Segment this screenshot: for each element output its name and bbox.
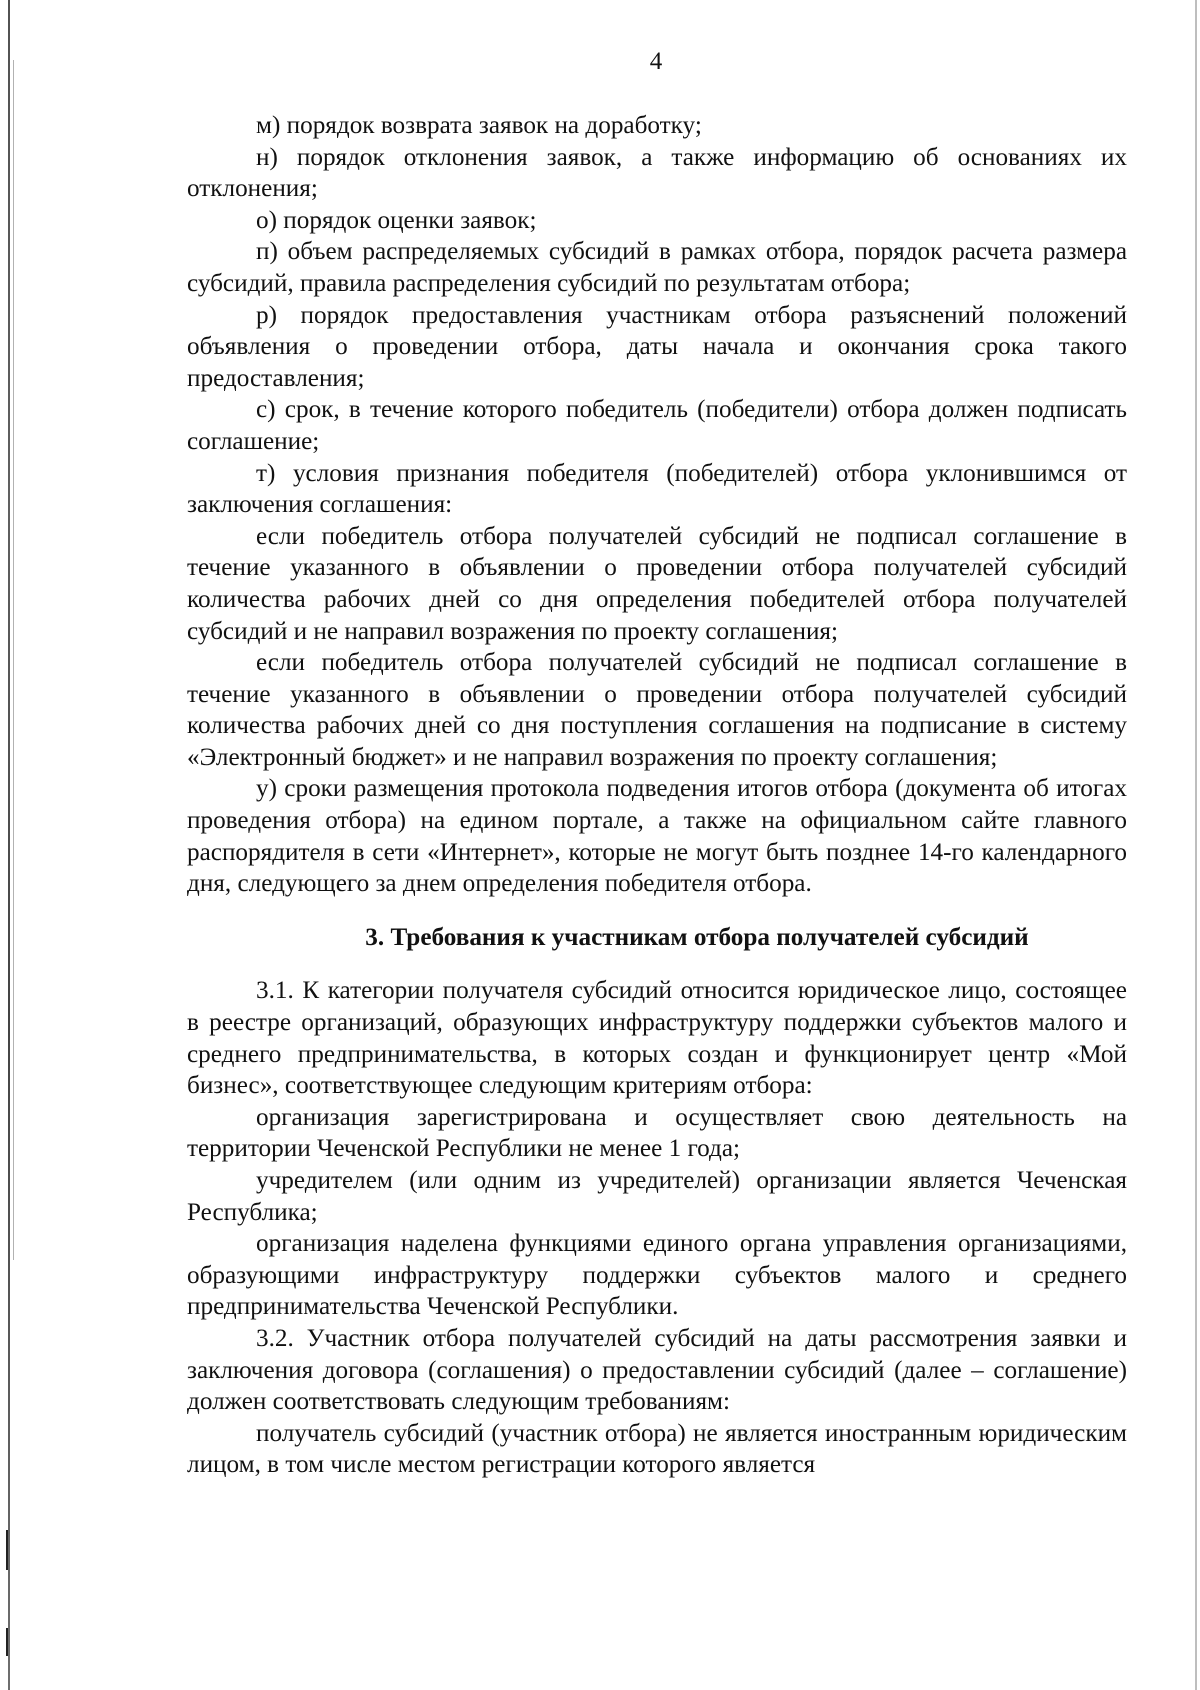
paragraph-t-case-1: если победитель отбора получателей субсидий не подписал соглашение в течение указанного в объявлении о проведении отбора получателей субсидий количества рабочих дней со дня определения победителей отбора получателей субсидий и не направил возражения по проекту соглашения; [187,522,1127,645]
scan-edge-left [8,0,10,1690]
paragraph-m: м) порядок возврата заявок на доработку; [256,112,702,139]
paragraph-3-2: 3.2. Участник отбора получателей субсидий на даты рассмотрения заявки и заключения договора (соглашения) о предоставлении субсидий (далее – соглашение) должен соответствовать следующим требованиям: [187,1324,1127,1416]
page-number: 4 [649,48,663,75]
paragraph-3-1-criterion-3: организация наделена функциями единого органа управления организациями, образующими инфраструктуру поддержки субъектов малого и среднего предпринимательства Чеченской Республики. [187,1230,1127,1321]
paragraph-3-1: 3.1. К категории получателя субсидий относится юридическое лицо, состоящее в реестре организаций, образующих инфраструктуру поддержки субъектов малого и среднего предпринимательства, в которых создан и функционирует центр «Мой бизнес», соответствующее следующим критериям отбора: [187,977,1127,1100]
paragraph-p: п) объем распределяемых субсидий в рамках отбора, порядок расчета размера субсидий, правила распределения субсидий по результатам отбора; [187,238,1127,297]
paragraph-3-2-requirement-1: получатель субсидий (участник отбора) не является иностранным юридическим лицом, в том числе местом регистрации которого является [187,1419,1127,1479]
document-body [187,110,1127,1481]
scan-artifact-mark [6,1530,8,1570]
paragraph-3-1-criterion-2: учредителем (или одним из учредителей) организации является Чеченская Республика; [187,1167,1127,1226]
scan-edge-right [1195,0,1197,1690]
scan-artifact-mark [6,1628,8,1656]
paragraph-3-1-criterion-1: организация зарегистрирована и осуществляет свою деятельность на территории Чеченской Республики не менее 1 года; [187,1103,1127,1163]
paragraph-t: т) условия признания победителя (победителей) отбора уклонившимся от заключения соглашения: [187,459,1127,519]
paragraph-n: н) порядок отклонения заявок, а также информацию об основаниях их отклонения; [187,143,1127,203]
paragraph-o: о) порядок оценки заявок; [256,206,537,234]
scan-edge-left-inner [13,60,14,1260]
paragraph-r: р) порядок предоставления участникам отбора разъяснений положений объявления о проведении отбора, даты начала и окончания срока такого предоставления; [187,301,1127,392]
section-heading: 3. Требования к участникам отбора получателей субсидий [365,923,1029,951]
paragraph-t-case-2: если победитель отбора получателей субсидий не подписал соглашение в течение указанного в объявлении о проведении отбора получателей субсидий количества рабочих дней со дня поступления соглашения на подписание в систему «Электронный бюджет» и не направил возражения по проекту соглашения; [187,649,1127,771]
paragraph-u: у) сроки размещения протокола подведения итогов отбора (документа об итогах проведения отбора) на едином портале, а также на официальном сайте главного распорядителя в сети «Интернет», которые не могут быть позднее 14-го календарного дня, следующего за днем определения победителя отбора. [187,775,1127,898]
paragraph-s: с) срок, в течение которого победитель (победители) отбора должен подписать соглашение; [187,396,1127,455]
